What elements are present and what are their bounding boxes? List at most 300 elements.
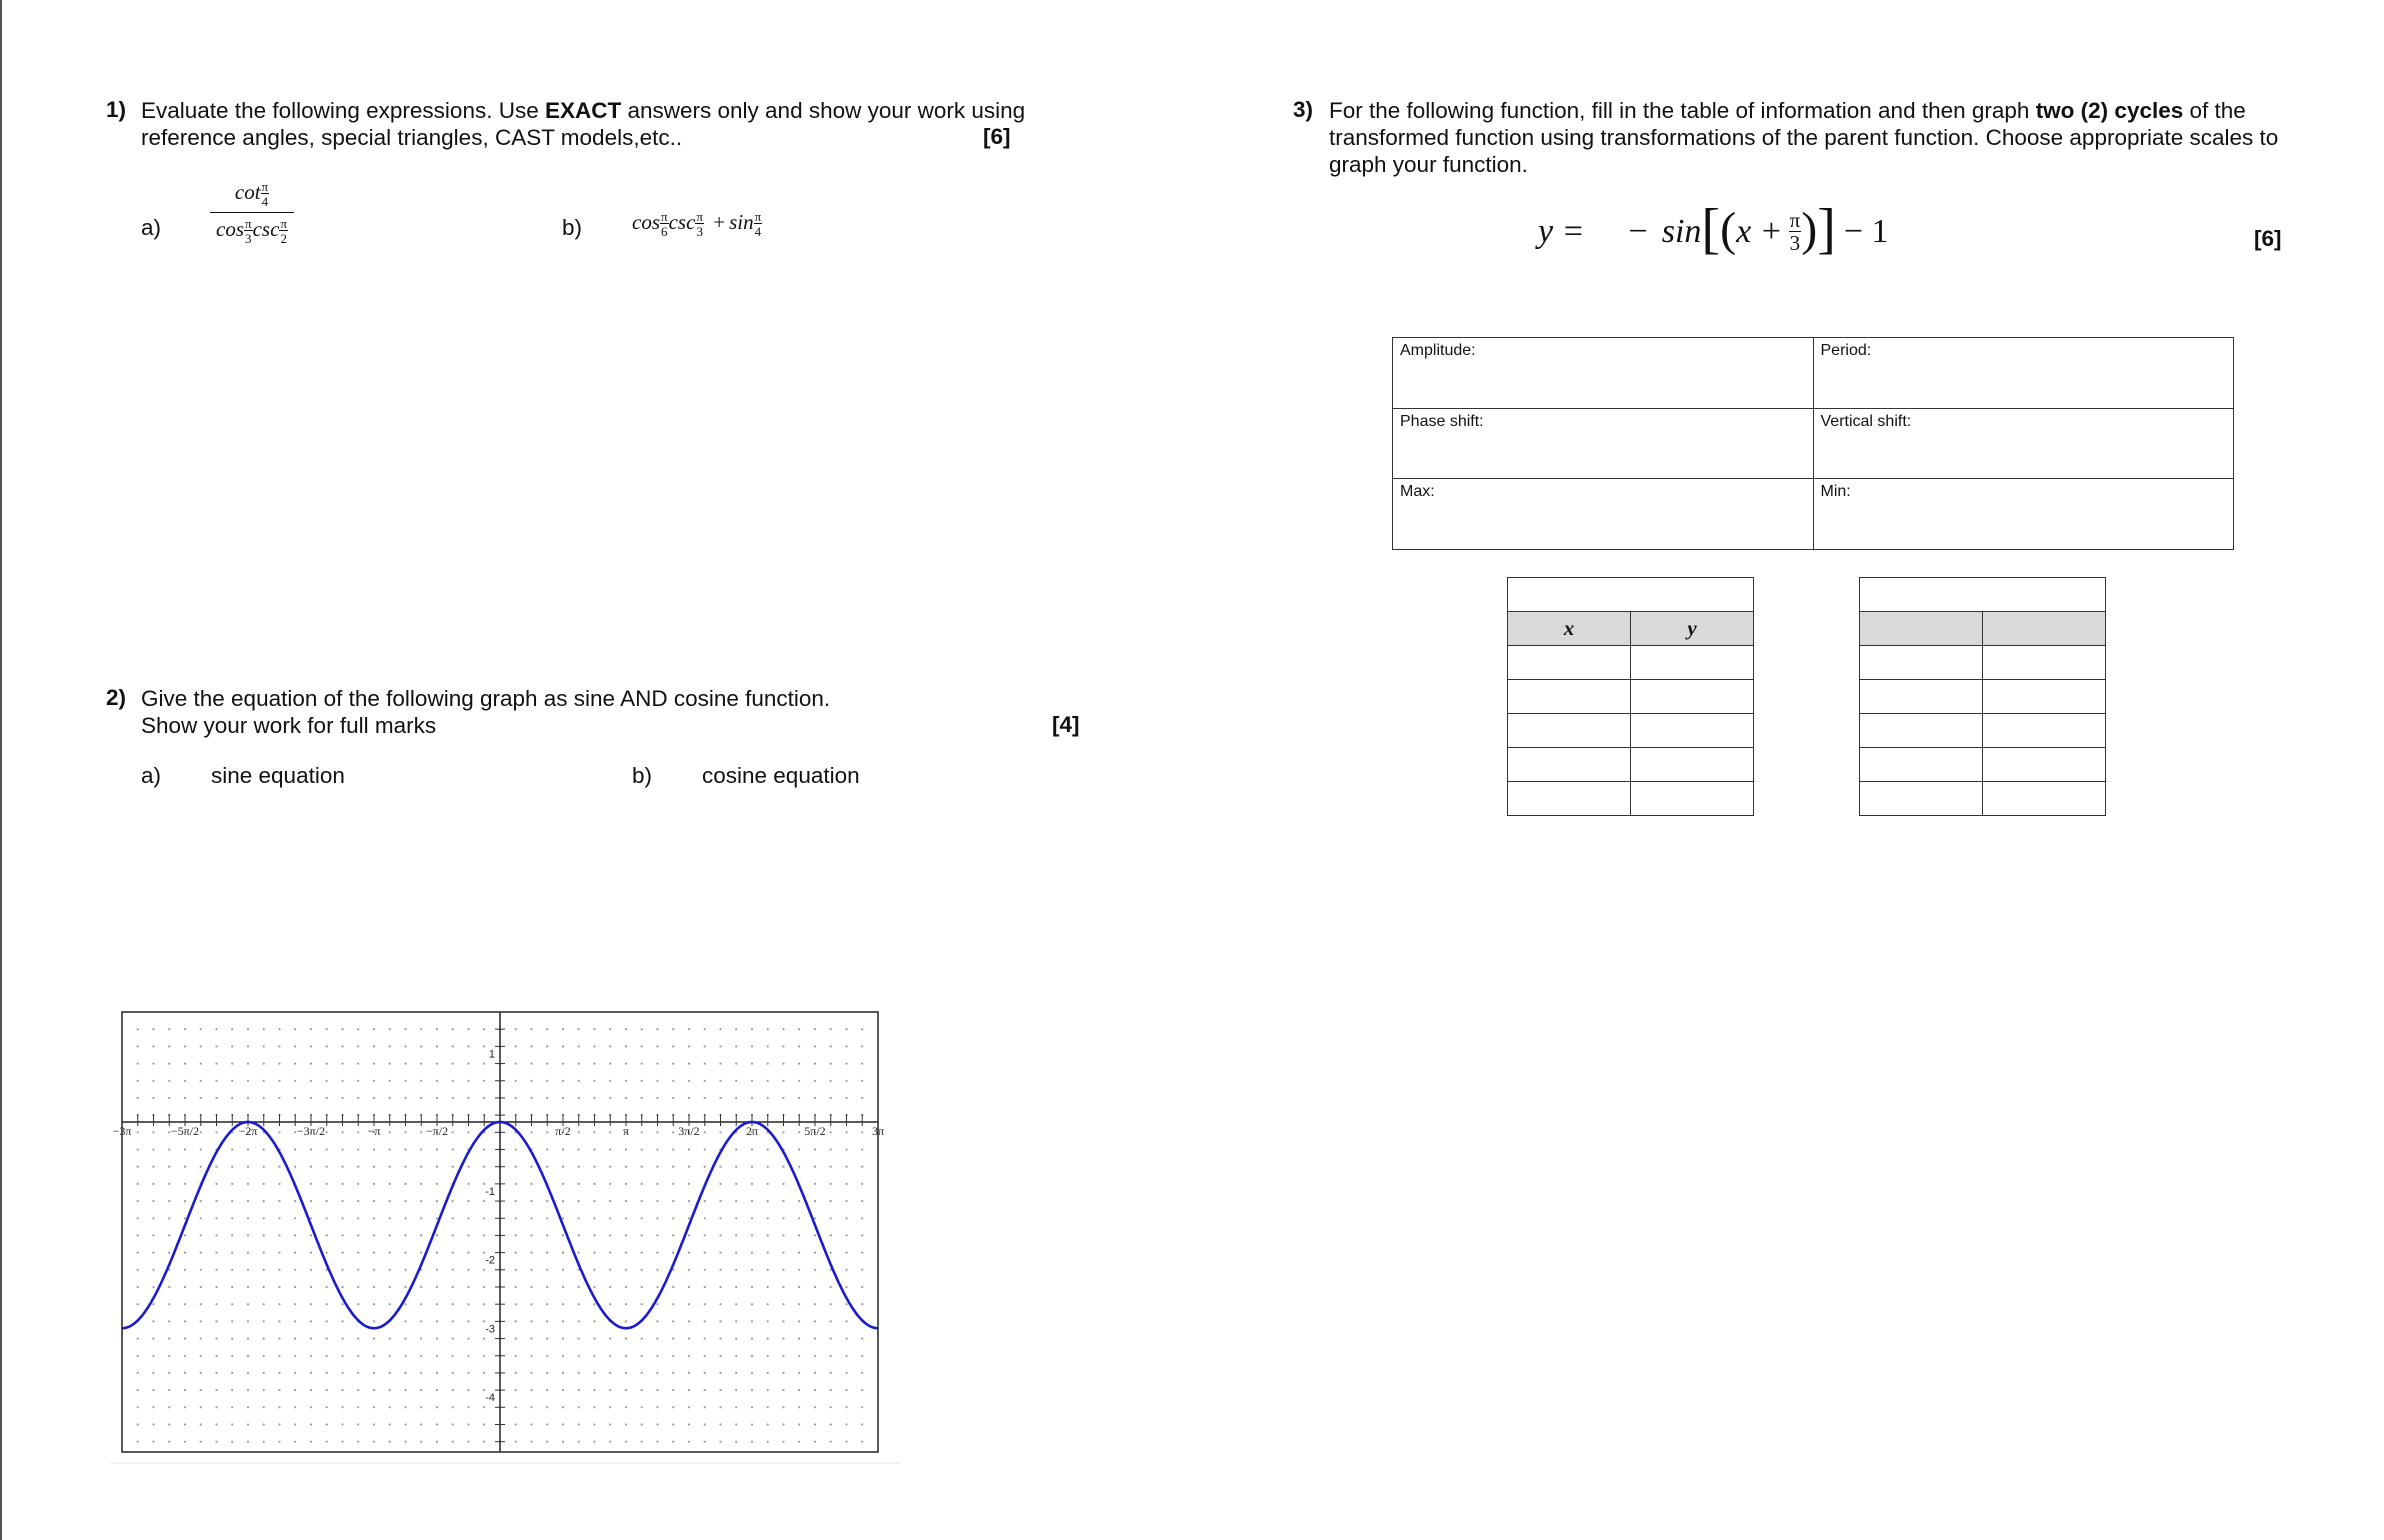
grid-dot [326, 1183, 328, 1185]
grid-dot [373, 1269, 375, 1271]
grid-dot [404, 1200, 406, 1202]
grid-dot [704, 1338, 706, 1340]
grid-dot [625, 1045, 627, 1047]
grid-dot [593, 1131, 595, 1133]
grid-dot [782, 1406, 784, 1408]
grid-dot [278, 1028, 280, 1030]
grid-dot [452, 1269, 454, 1271]
grid-dot [719, 1080, 721, 1082]
grid-dot [735, 1389, 737, 1391]
grid-dot [373, 1338, 375, 1340]
grid-dot [798, 1097, 800, 1099]
grid-dot [137, 1217, 139, 1219]
grid-dot [530, 1303, 532, 1305]
grid-dot [389, 1028, 391, 1030]
grid-dot [719, 1355, 721, 1357]
q1-part-a-expression [210, 180, 294, 245]
grid-dot [704, 1441, 706, 1443]
grid-dot [767, 1338, 769, 1340]
y-tick-label: -4 [485, 1392, 495, 1404]
grid-dot [845, 1441, 847, 1443]
grid-dot [215, 1217, 217, 1219]
grid-dot [767, 1303, 769, 1305]
grid-dot [782, 1269, 784, 1271]
xy-cell[interactable] [1508, 646, 1631, 680]
grid-dot [357, 1131, 359, 1133]
x-tick-label: 3π/2 [678, 1124, 700, 1138]
grid-dot [530, 1269, 532, 1271]
grid-dot [530, 1234, 532, 1236]
grid-dot [719, 1441, 721, 1443]
grid-dot [483, 1303, 485, 1305]
grid-dot [751, 1045, 753, 1047]
grid-dot [341, 1200, 343, 1202]
grid-dot [420, 1372, 422, 1374]
x-tick-label: π [622, 1124, 630, 1138]
grid-dot [467, 1320, 469, 1322]
grid-dot [137, 1286, 139, 1288]
grid-dot [404, 1045, 406, 1047]
grid-dot [672, 1423, 674, 1425]
xy-cell[interactable] [1860, 680, 1983, 714]
grid-dot [641, 1200, 643, 1202]
xy-cell[interactable] [1983, 782, 2106, 816]
grid-dot [152, 1286, 154, 1288]
x-tick-label: −2π [238, 1124, 258, 1138]
xy-cell[interactable] [1508, 680, 1631, 714]
grid-dot [184, 1252, 186, 1254]
grid-dot [562, 1183, 564, 1185]
grid-dot [767, 1372, 769, 1374]
grid-dot [341, 1389, 343, 1391]
grid-dot [735, 1148, 737, 1150]
grid-dot [231, 1148, 233, 1150]
grid-dot [814, 1441, 816, 1443]
grid-dot [656, 1080, 658, 1082]
grid-dot [704, 1045, 706, 1047]
grid-dot [562, 1217, 564, 1219]
blank-column-header[interactable] [1860, 612, 1983, 646]
grid-dot [184, 1045, 186, 1047]
grid-dot [247, 1338, 249, 1340]
grid-dot [247, 1080, 249, 1082]
grid-dot [184, 1389, 186, 1391]
grid-dot [515, 1166, 517, 1168]
grid-dot [341, 1166, 343, 1168]
grid-dot [609, 1028, 611, 1030]
grid-dot [168, 1148, 170, 1150]
grid-dot [483, 1406, 485, 1408]
xy-cell[interactable] [1860, 714, 1983, 748]
grid-dot [263, 1252, 265, 1254]
max-cell[interactable]: Max: [1393, 479, 1814, 550]
grid-dot [389, 1423, 391, 1425]
grid-dot [688, 1183, 690, 1185]
grid-dot [294, 1441, 296, 1443]
grid-dot [546, 1080, 548, 1082]
grid-dot [294, 1406, 296, 1408]
x-tick-label: −5π/2 [170, 1124, 200, 1138]
grid-dot [814, 1097, 816, 1099]
grid-dot [231, 1355, 233, 1357]
xy-table-title-cell[interactable] [1860, 578, 2106, 612]
grid-dot [184, 1441, 186, 1443]
grid-dot [436, 1286, 438, 1288]
grid-dot [200, 1131, 202, 1133]
grid-dot [688, 1286, 690, 1288]
grid-dot [767, 1080, 769, 1082]
grid-dot [798, 1338, 800, 1340]
grid-dot [326, 1389, 328, 1391]
grid-dot [845, 1269, 847, 1271]
q1-number: 1) [106, 97, 127, 122]
grid-dot [530, 1166, 532, 1168]
grid-dot [420, 1423, 422, 1425]
grid-dot [704, 1389, 706, 1391]
grid-dot [830, 1355, 832, 1357]
grid-dot [389, 1372, 391, 1374]
grid-dot [845, 1372, 847, 1374]
grid-dot [593, 1338, 595, 1340]
grid-dot [578, 1200, 580, 1202]
grid-dot [546, 1320, 548, 1322]
grid-dot [467, 1200, 469, 1202]
grid-dot [814, 1303, 816, 1305]
xy-cell[interactable] [1983, 680, 2106, 714]
grid-dot [263, 1080, 265, 1082]
grid-dot [200, 1080, 202, 1082]
grid-dot [656, 1372, 658, 1374]
grid-dot [578, 1045, 580, 1047]
grid-dot [641, 1183, 643, 1185]
grid-dot [278, 1441, 280, 1443]
right-bracket: ] [1817, 198, 1836, 260]
grid-dot [530, 1441, 532, 1443]
grid-dot [452, 1338, 454, 1340]
grid-dot [578, 1338, 580, 1340]
grid-dot [452, 1045, 454, 1047]
grid-dot [625, 1028, 627, 1030]
grid-dot [562, 1148, 564, 1150]
grid-dot [751, 1320, 753, 1322]
xy-cell[interactable] [1631, 714, 1754, 748]
grid-dot [137, 1166, 139, 1168]
grid-dot [578, 1131, 580, 1133]
grid-dot [593, 1423, 595, 1425]
grid-dot [452, 1234, 454, 1236]
grid-dot [215, 1303, 217, 1305]
grid-dot [562, 1045, 564, 1047]
grid-dot [751, 1080, 753, 1082]
grid-dot [546, 1217, 548, 1219]
grid-dot [137, 1131, 139, 1133]
grid-dot [830, 1389, 832, 1391]
grid-dot [625, 1234, 627, 1236]
grid-dot [656, 1028, 658, 1030]
grid-dot [467, 1234, 469, 1236]
grid-dot [562, 1286, 564, 1288]
xy-cell[interactable] [1860, 782, 1983, 816]
grid-dot [231, 1234, 233, 1236]
xy-cell[interactable] [1631, 748, 1754, 782]
grid-dot [546, 1148, 548, 1150]
grid-dot [719, 1423, 721, 1425]
grid-dot [609, 1080, 611, 1082]
grid-dot [341, 1423, 343, 1425]
grid-dot [373, 1063, 375, 1065]
grid-dot [814, 1080, 816, 1082]
grid-dot [704, 1406, 706, 1408]
grid-dot [278, 1217, 280, 1219]
xy-cell[interactable] [1983, 646, 2106, 680]
q2-line2: Show your work for full marks [141, 713, 437, 738]
grid-dot [609, 1286, 611, 1288]
grid-dot [184, 1148, 186, 1150]
grid-dot [530, 1406, 532, 1408]
grid-dot [751, 1423, 753, 1425]
grid-dot [688, 1355, 690, 1357]
grid-dot [735, 1080, 737, 1082]
grid-dot [168, 1441, 170, 1443]
grid-dot [452, 1166, 454, 1168]
q1-line1: Evaluate the following expressions. Use EXACT answers only and show your work using [141, 98, 1026, 123]
grid-dot [562, 1080, 564, 1082]
grid-dot [231, 1252, 233, 1254]
grid-dot [861, 1423, 863, 1425]
grid-dot [515, 1269, 517, 1271]
grid-dot [294, 1389, 296, 1391]
min-cell[interactable]: Min: [1813, 479, 2234, 550]
grid-dot [231, 1183, 233, 1185]
grid-dot [436, 1063, 438, 1065]
grid-dot [719, 1028, 721, 1030]
grid-dot [672, 1183, 674, 1185]
grid-dot [609, 1423, 611, 1425]
grid-dot [798, 1063, 800, 1065]
grid-dot [168, 1183, 170, 1185]
xy-cell[interactable] [1631, 646, 1754, 680]
grid-dot [184, 1217, 186, 1219]
q1a-numerator: cot $\frac{\pi}{4}$ [234, 179, 269, 210]
grid-dot [467, 1097, 469, 1099]
grid-dot [798, 1372, 800, 1374]
grid-dot [782, 1355, 784, 1357]
grid-dot [814, 1234, 816, 1236]
grid-dot [231, 1423, 233, 1425]
grid-dot [578, 1286, 580, 1288]
grid-dot [625, 1320, 627, 1322]
grid-dot [263, 1045, 265, 1047]
grid-dot [546, 1389, 548, 1391]
q3-xy-table-left [1507, 577, 1754, 816]
grid-dot [530, 1217, 532, 1219]
grid-dot [452, 1028, 454, 1030]
grid-dot [168, 1045, 170, 1047]
grid-dot [625, 1217, 627, 1219]
grid-dot [656, 1217, 658, 1219]
y-tick-label: -1 [485, 1185, 495, 1198]
grid-dot [341, 1234, 343, 1236]
blank-column-header[interactable] [1983, 612, 2106, 646]
xy-cell[interactable] [1860, 646, 1983, 680]
grid-dot [798, 1286, 800, 1288]
grid-dot [751, 1200, 753, 1202]
grid-dot [546, 1423, 548, 1425]
grid-dot [578, 1355, 580, 1357]
grid-dot [515, 1063, 517, 1065]
grid-dot [672, 1045, 674, 1047]
grid-dot [845, 1200, 847, 1202]
grid-dot [389, 1286, 391, 1288]
grid-dot [168, 1423, 170, 1425]
x-tick-label: π/2 [555, 1124, 571, 1138]
grid-dot [184, 1320, 186, 1322]
grid-dot [152, 1063, 154, 1065]
grid-dot [672, 1028, 674, 1030]
grid-dot [609, 1389, 611, 1391]
grid-dot [152, 1355, 154, 1357]
y-axis-ticks [485, 1029, 505, 1442]
grid-dot [278, 1355, 280, 1357]
grid-dot [247, 1441, 249, 1443]
xy-cell[interactable] [1631, 680, 1754, 714]
grid-dot [389, 1269, 391, 1271]
grid-dot [735, 1406, 737, 1408]
grid-dot [263, 1217, 265, 1219]
grid-dot [515, 1234, 517, 1236]
grid-dot [861, 1028, 863, 1030]
period-cell[interactable]: Period: [1813, 338, 2234, 409]
grid-dot [751, 1063, 753, 1065]
grid-dot [168, 1320, 170, 1322]
grid-dot [152, 1234, 154, 1236]
grid-dot [294, 1166, 296, 1168]
grid-dot [814, 1423, 816, 1425]
grid-dot [782, 1234, 784, 1236]
grid-dot [656, 1320, 658, 1322]
grid-dot [247, 1028, 249, 1030]
xy-cell[interactable] [1508, 782, 1631, 816]
grid-dot [184, 1097, 186, 1099]
grid-dot [798, 1406, 800, 1408]
grid-dot [231, 1372, 233, 1374]
grid-dot [861, 1200, 863, 1202]
grid-dot [704, 1028, 706, 1030]
grid-dot [562, 1252, 564, 1254]
grid-dot [751, 1148, 753, 1150]
grid-dot [420, 1320, 422, 1322]
grid-dot [420, 1097, 422, 1099]
grid-dot [278, 1423, 280, 1425]
grid-dot [483, 1252, 485, 1254]
grid-dot [861, 1355, 863, 1357]
grid-dot [830, 1080, 832, 1082]
grid-dot [326, 1063, 328, 1065]
q2-marks: [4] [1052, 712, 1080, 737]
grid-dot [593, 1441, 595, 1443]
grid-dot [641, 1252, 643, 1254]
grid-dot [200, 1028, 202, 1030]
grid-dot [467, 1252, 469, 1254]
grid-dot [861, 1338, 863, 1340]
grid-dot [609, 1097, 611, 1099]
grid-dot [137, 1303, 139, 1305]
grid-dot [593, 1406, 595, 1408]
grid-dot [515, 1320, 517, 1322]
grid-dot [215, 1389, 217, 1391]
grid-dot [467, 1166, 469, 1168]
xy-cell[interactable] [1508, 748, 1631, 782]
grid-dot [294, 1423, 296, 1425]
grid-dot [357, 1063, 359, 1065]
xy-cell[interactable] [1983, 748, 2106, 782]
grid-dot [184, 1183, 186, 1185]
grid-dot [719, 1389, 721, 1391]
grid-dot [247, 1252, 249, 1254]
grid-dot [704, 1097, 706, 1099]
grid-dot [483, 1441, 485, 1443]
xy-cell[interactable] [1631, 782, 1754, 816]
grid-dot [404, 1269, 406, 1271]
grid-dot [798, 1080, 800, 1082]
xy-cell[interactable] [1983, 714, 2106, 748]
grid-dot [767, 1269, 769, 1271]
grid-dot [184, 1372, 186, 1374]
grid-dot [735, 1338, 737, 1340]
grid-dot [215, 1441, 217, 1443]
grid-dot [704, 1320, 706, 1322]
grid-dot [152, 1252, 154, 1254]
grid-dot [530, 1028, 532, 1030]
grid-dot [782, 1320, 784, 1322]
grid-dot [562, 1269, 564, 1271]
grid-dot [861, 1097, 863, 1099]
grid-dot [861, 1406, 863, 1408]
q2-sinusoid-graph [110, 1003, 900, 1465]
grid-dot [278, 1286, 280, 1288]
grid-dot [404, 1303, 406, 1305]
grid-dot [483, 1200, 485, 1202]
grid-dot [263, 1338, 265, 1340]
grid-dot [294, 1200, 296, 1202]
grid-dot [735, 1355, 737, 1357]
q2-part-a-label: a) [141, 763, 162, 788]
grid-dot [751, 1028, 753, 1030]
grid-dot [168, 1286, 170, 1288]
phase-shift-cell[interactable]: Phase shift: [1393, 408, 1814, 479]
grid-dot [452, 1217, 454, 1219]
vertical-shift-cell[interactable]: Vertical shift: [1813, 408, 2234, 479]
q2-prompt [141, 685, 1041, 739]
xy-cell[interactable] [1508, 714, 1631, 748]
grid-dot [184, 1234, 186, 1236]
grid-dot [404, 1063, 406, 1065]
grid-dot [845, 1252, 847, 1254]
grid-dot [200, 1045, 202, 1047]
xy-cell[interactable] [1860, 748, 1983, 782]
grid-dot [294, 1269, 296, 1271]
xy-table-title-cell[interactable] [1508, 578, 1754, 612]
amplitude-cell[interactable]: Amplitude: [1393, 338, 1814, 409]
grid-dot [546, 1097, 548, 1099]
grid-dot [546, 1441, 548, 1443]
grid-dot [704, 1148, 706, 1150]
grid-dot [467, 1441, 469, 1443]
grid-dot [168, 1406, 170, 1408]
grid-dot [483, 1389, 485, 1391]
grid-dot [735, 1286, 737, 1288]
grid-dot [546, 1338, 548, 1340]
